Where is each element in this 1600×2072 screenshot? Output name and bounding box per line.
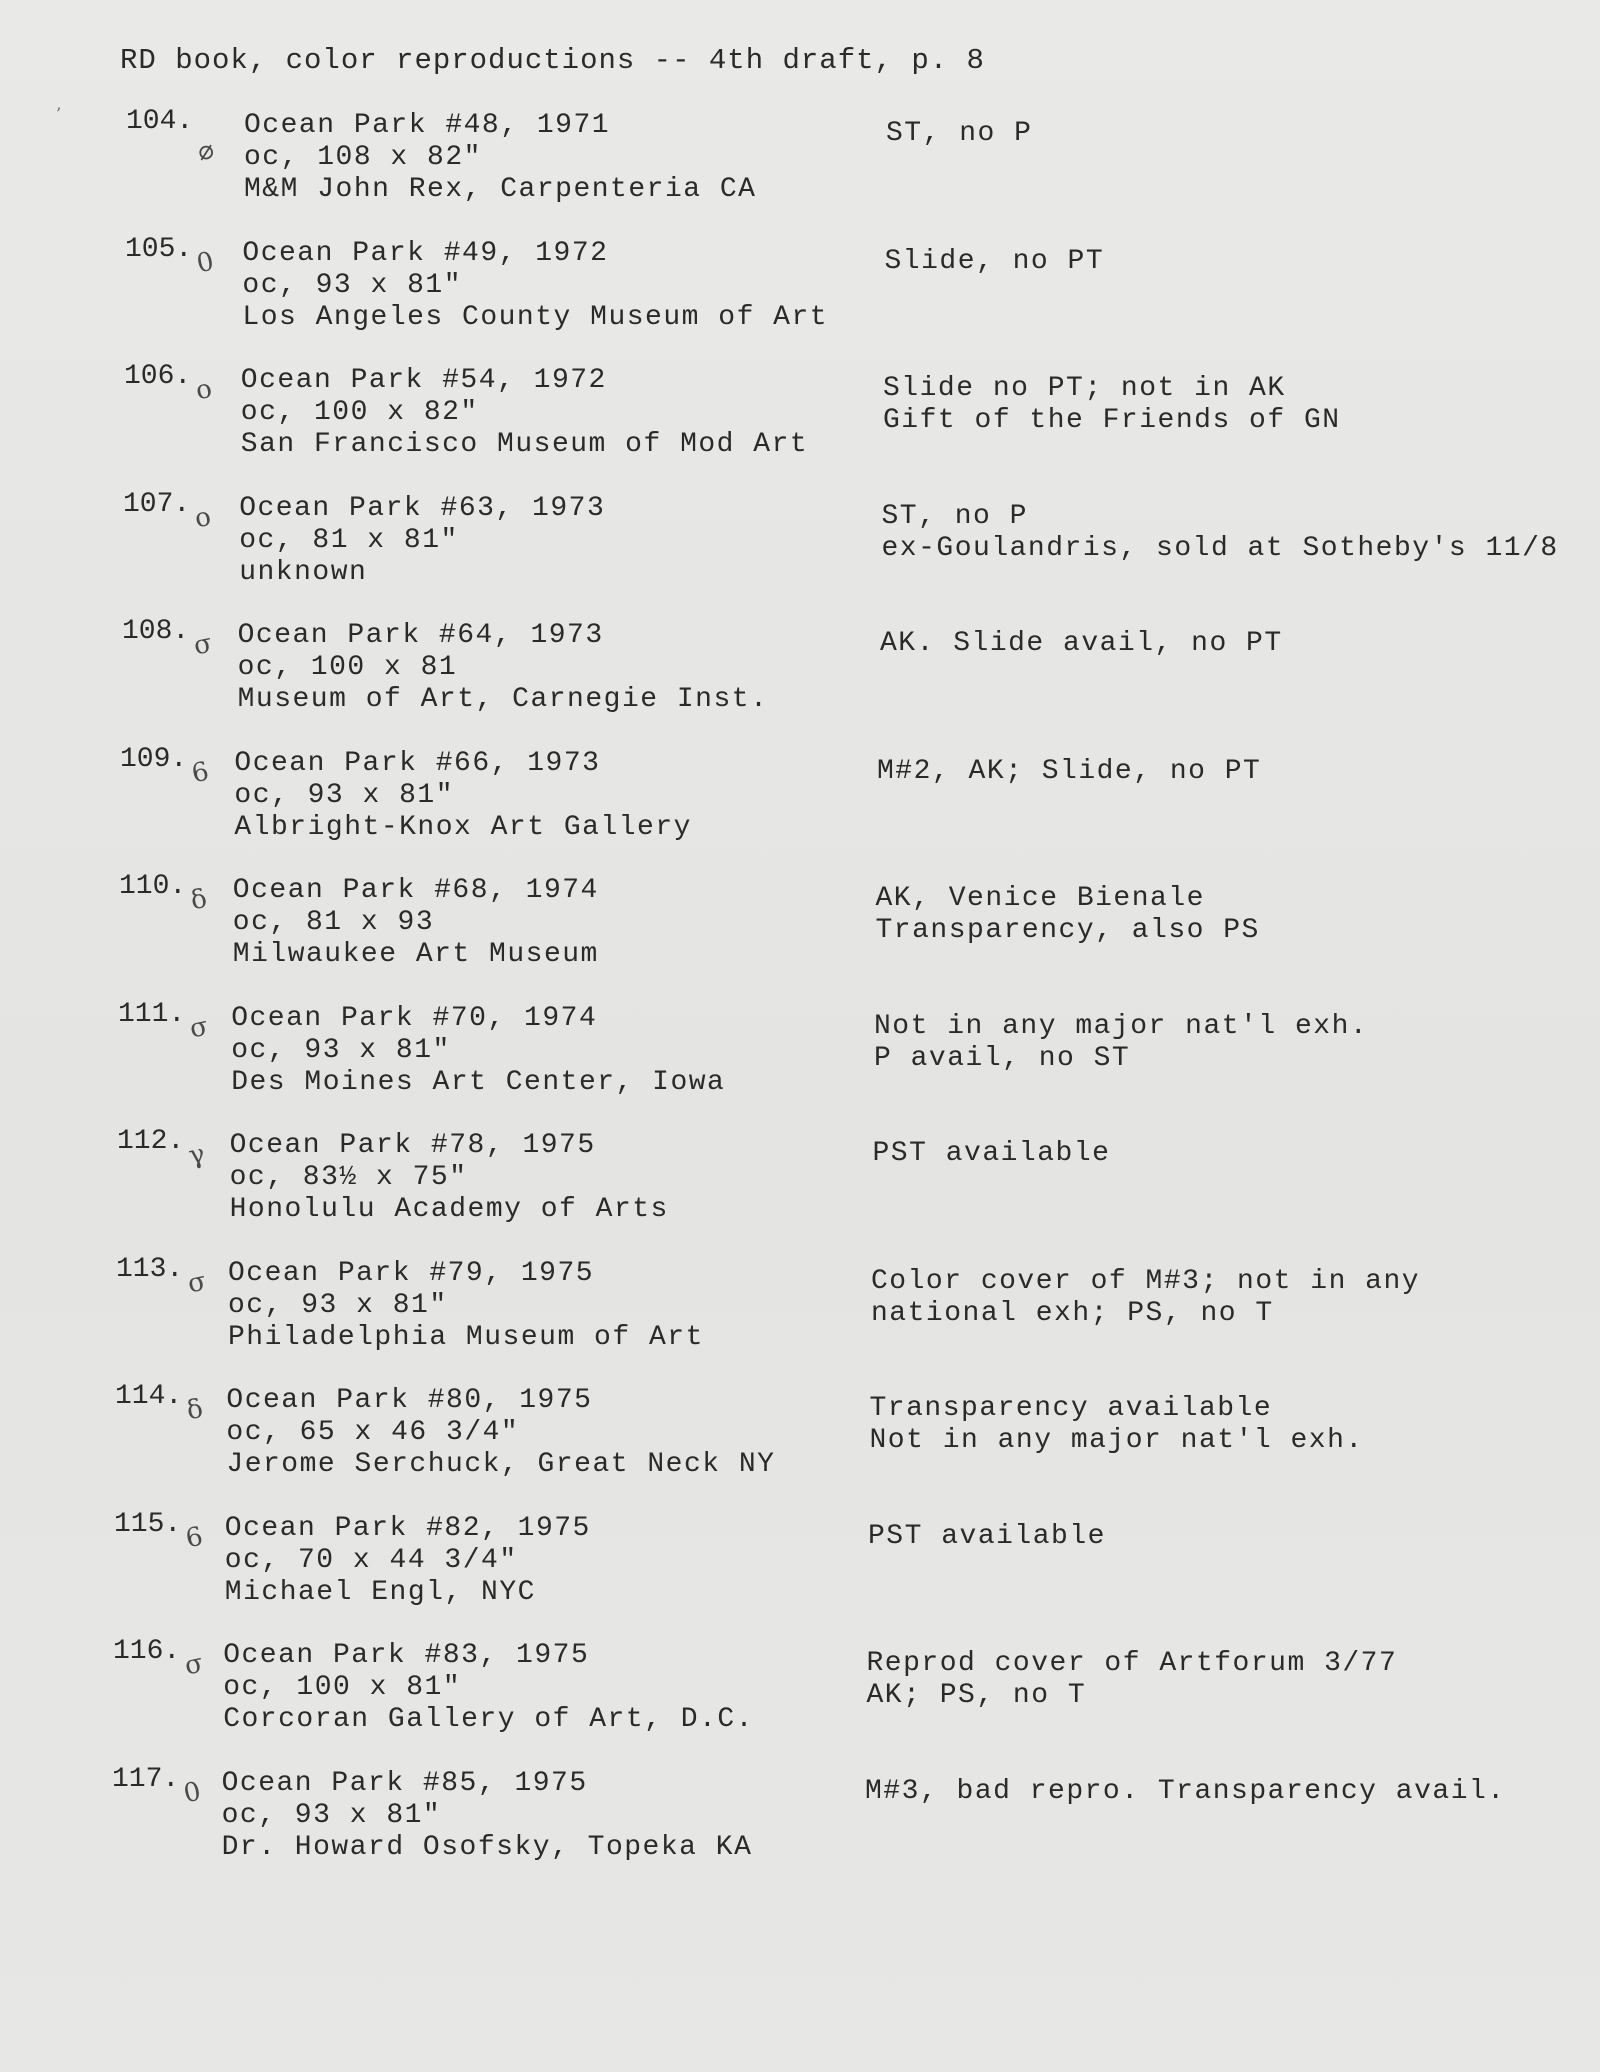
entry-title: Ocean Park #68, 1974 (232, 875, 599, 906)
stray-mark: ’ (56, 104, 62, 123)
entry-notes (865, 1776, 1506, 1808)
entry-owner: Dr. Howard Osofsky, Topeka KA (221, 1831, 753, 1863)
entry-number: 105. (125, 233, 193, 265)
entry-details (222, 1768, 753, 1864)
page-header: RD book, color reproductions -- 4th draft, p. 8 (120, 44, 985, 77)
entry-owner: Albright-Knox Art Gallery (234, 811, 692, 843)
entry-number: 112. (117, 1126, 185, 1157)
entry-details (241, 365, 808, 461)
handwritten-mark: 6 (183, 1521, 206, 1554)
entry-medium: oc, 100 x 81" (223, 1672, 462, 1703)
entry-details (225, 1513, 591, 1609)
entry-owner: unknown (239, 556, 368, 588)
entry-notes (880, 628, 1283, 660)
entry-title: Ocean Park #63, 1973 (239, 492, 606, 524)
entry-details (234, 748, 692, 844)
entry-notes (877, 756, 1261, 788)
entry-medium: oc, 100 x 81 (237, 652, 458, 683)
entry-title: Ocean Park #49, 1972 (242, 237, 609, 269)
note-line: Slide no PT; not in AK (883, 373, 1286, 404)
entry-medium: oc, 108 x 82" (244, 142, 482, 173)
entry-notes (874, 1011, 1368, 1075)
catalog-entry (0, 616, 1600, 736)
catalog-entry (0, 1764, 1600, 1884)
note-line: P avail, no ST (874, 1042, 1131, 1074)
entry-notes (870, 1393, 1364, 1457)
catalog-entry (0, 744, 1600, 864)
note-line: AK. Slide avail, no PT (880, 628, 1283, 659)
entry-owner: Des Moines Art Center, Iowa (231, 1066, 726, 1098)
entry-title: Ocean Park #80, 1975 (226, 1385, 593, 1416)
note-line: ST, no P (886, 118, 1033, 149)
entry-notes (885, 246, 1105, 278)
entry-title: Ocean Park #48, 1971 (244, 110, 611, 141)
note-line: Not in any major nat'l exh. (874, 1010, 1369, 1042)
handwritten-mark: σ (185, 1265, 209, 1300)
entry-notes (868, 1521, 1106, 1553)
handwritten-mark: σ (182, 1648, 206, 1682)
note-line: PST available (868, 1520, 1106, 1552)
entry-notes (867, 1648, 1398, 1712)
entry-medium: oc, 81 x 81" (239, 524, 459, 556)
entry-number: 104. (126, 106, 194, 137)
handwritten-mark: σ (187, 1010, 211, 1045)
note-line: PST available (872, 1138, 1111, 1169)
entry-owner: Corcoran Gallery of Art, D.C. (223, 1704, 754, 1735)
entry-number: 116. (113, 1636, 181, 1667)
entry-title: Ocean Park #85, 1975 (221, 1767, 588, 1799)
entry-medium: oc, 93 x 81" (231, 1034, 451, 1066)
entry-number: 107. (123, 488, 191, 520)
entry-details (228, 1258, 704, 1354)
entry-medium: oc, 93 x 81" (234, 779, 455, 811)
entry-medium: oc, 83½ x 75" (229, 1162, 468, 1193)
entry-details (244, 110, 756, 206)
entry-owner: Honolulu Academy of Arts (229, 1194, 669, 1225)
entry-notes (871, 1266, 1420, 1330)
catalog-entry (0, 1509, 1600, 1629)
catalog-entry (0, 489, 1600, 609)
entry-title: Ocean Park #54, 1972 (240, 365, 607, 396)
note-line: Color cover of M#3; not in any (871, 1265, 1421, 1297)
handwritten-mark: σ (191, 628, 215, 662)
entry-medium: oc, 70 x 44 3/4" (224, 1544, 518, 1576)
handwritten-mark: 0 (181, 1776, 204, 1809)
note-line: M#3, bad repro. Transparency avail. (865, 1775, 1506, 1807)
entry-notes (883, 373, 1341, 437)
entry-title: Ocean Park #83, 1975 (223, 1640, 590, 1671)
entry-notes (876, 883, 1260, 947)
entry-number: 110. (119, 871, 187, 902)
entry-notes (882, 501, 1559, 565)
entry-owner: San Francisco Museum of Mod Art (240, 429, 809, 460)
note-line: Transparency available (869, 1393, 1273, 1424)
entry-number: 109. (120, 743, 188, 775)
entry-owner: M&M John Rex, Carpenteria CA (244, 174, 757, 205)
entry-title: Ocean Park #64, 1973 (237, 620, 604, 651)
handwritten-mark: δ (188, 883, 210, 917)
entry-details (230, 1130, 669, 1226)
entry-number: 115. (114, 1508, 182, 1540)
entry-medium: oc, 93 x 81" (221, 1799, 442, 1831)
handwritten-mark: δ (184, 1393, 206, 1427)
note-line: ex-Goulandris, sold at Sotheby's 11/8 (881, 532, 1559, 564)
entry-title: Ocean Park #70, 1974 (231, 1002, 598, 1034)
entry-medium: oc, 93 x 81" (228, 1289, 448, 1321)
note-line: Gift of the Friends of GN (883, 405, 1341, 436)
entry-details (223, 1640, 754, 1736)
entry-title: Ocean Park #78, 1975 (229, 1130, 596, 1161)
entry-title: Ocean Park #82, 1975 (224, 1512, 591, 1544)
entry-owner: Museum of Art, Carnegie Inst. (237, 684, 769, 715)
note-line: AK, Venice Bienale (875, 883, 1205, 914)
entry-number: 111. (118, 998, 186, 1030)
note-line: AK; PS, no T (866, 1680, 1087, 1711)
entry-details (233, 875, 599, 971)
entry-medium: oc, 93 x 81" (242, 269, 463, 301)
handwritten-mark: ο (192, 501, 214, 534)
entry-number: 108. (122, 616, 190, 647)
note-line: Transparency, also PS (875, 915, 1260, 946)
catalog-entry (0, 106, 1600, 226)
catalog-entry (0, 1381, 1600, 1501)
catalog-entry (0, 871, 1600, 991)
note-line: Not in any major nat'l exh. (869, 1425, 1364, 1456)
entry-title: Ocean Park #66, 1973 (234, 747, 601, 779)
catalog-entry (0, 361, 1600, 481)
note-line: Reprod cover of Artforum 3/77 (866, 1648, 1398, 1679)
entry-details (239, 493, 605, 589)
entry-number: 113. (116, 1253, 184, 1285)
note-line: M#2, AK; Slide, no PT (877, 755, 1262, 787)
catalog-entry (0, 1254, 1600, 1374)
note-line: national exh; PS, no T (871, 1297, 1274, 1329)
entry-notes (873, 1138, 1111, 1170)
note-line: Slide, no PT (884, 245, 1105, 277)
entry-medium: oc, 81 x 93 (232, 907, 435, 938)
entry-details (238, 620, 769, 716)
entry-owner: Jerome Serchuck, Great Neck NY (226, 1449, 776, 1480)
catalog-entry (0, 234, 1600, 354)
entry-owner: Los Angeles County Museum of Art (242, 301, 829, 333)
entry-number: 106. (124, 361, 192, 392)
entry-details (231, 1003, 725, 1099)
entry-medium: oc, 100 x 82" (240, 397, 479, 428)
handwritten-mark: ⌀ (195, 134, 217, 168)
catalog-entry (0, 1126, 1600, 1246)
entry-title: Ocean Park #79, 1975 (228, 1257, 595, 1289)
entry-details (226, 1385, 775, 1481)
catalog-entry (0, 999, 1600, 1119)
entry-owner: Michael Engl, NYC (224, 1576, 536, 1608)
handwritten-mark: ο (193, 373, 215, 407)
note-line: ST, no P (881, 500, 1028, 532)
entry-details (242, 238, 828, 334)
entry-medium: oc, 65 x 46 3/4" (226, 1417, 520, 1448)
handwritten-mark: 6 (189, 756, 212, 789)
handwritten-mark: 0 (194, 246, 217, 279)
handwritten-mark: γ (186, 1138, 208, 1172)
entry-number: 114. (115, 1381, 183, 1412)
entry-number: 117. (112, 1763, 180, 1795)
entry-owner: Milwaukee Art Museum (232, 939, 599, 970)
entry-notes (886, 118, 1032, 150)
catalog-entry (0, 1636, 1600, 1756)
entry-owner: Philadelphia Museum of Art (228, 1321, 704, 1353)
